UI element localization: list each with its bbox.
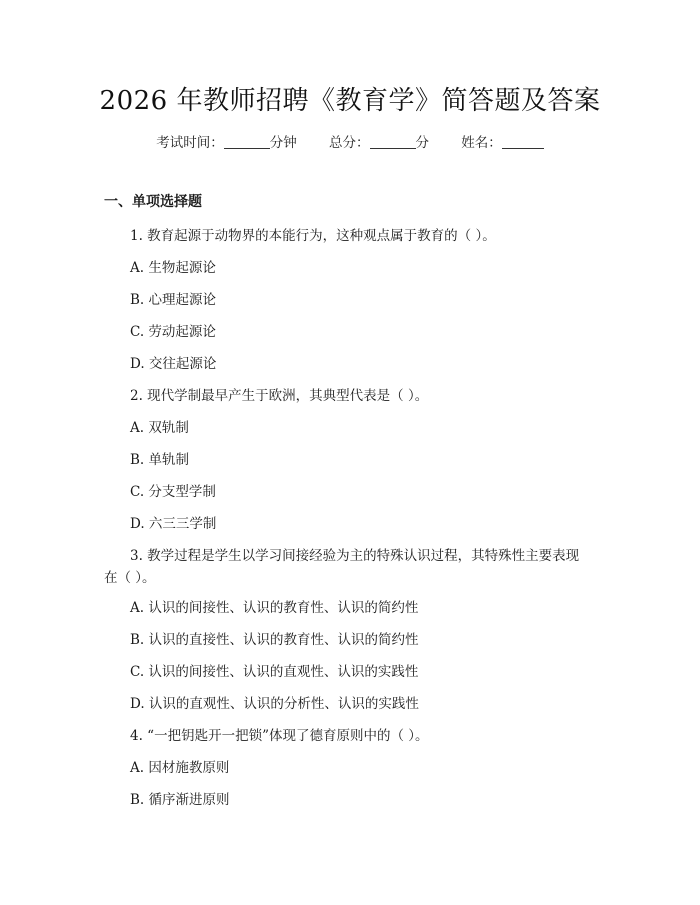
q3-option-b: B. 认识的直接性、认识的教育性、认识的简约性 (130, 632, 419, 648)
exam-meta (0, 131, 700, 151)
total-score-label: 总分： (329, 135, 370, 151)
question-2: 2. 现代学制最早产生于欧洲，其典型代表是（ ）。 (130, 388, 429, 404)
total-score-unit: 分 (415, 135, 429, 151)
question-4: 4. “一把钥匙开一把锁”体现了德育原则中的（ ）。 (130, 728, 429, 744)
total-score (329, 131, 429, 151)
student-name-blank (502, 134, 544, 149)
q3-option-d: D. 认识的直观性、认识的分析性、认识的实践性 (130, 696, 419, 712)
q3-option-a: A. 认识的间接性、认识的教育性、认识的简约性 (130, 600, 419, 616)
student-name-label: 姓名： (461, 135, 502, 151)
total-score-blank (370, 134, 416, 149)
q1-option-b: B. 心理起源论 (130, 292, 217, 308)
q1-option-c: C. 劳动起源论 (130, 324, 216, 340)
question-3-continued: 在（ ）。 (104, 570, 156, 586)
q1-option-d: D. 交往起源论 (130, 356, 217, 372)
document-title: 2026 年教师招聘《教育学》简答题及答案 (99, 86, 601, 116)
student-name (461, 131, 544, 151)
q4-option-b: B. 循序渐进原则 (130, 792, 230, 808)
q2-option-b: B. 单轨制 (130, 452, 190, 468)
q4-option-a: A. 因材施教原则 (130, 760, 230, 776)
exam-time-blank (224, 134, 270, 149)
q2-option-a: A. 双轨制 (130, 420, 189, 436)
q3-option-c: C. 认识的间接性、认识的直观性、认识的实践性 (130, 664, 419, 680)
q1-option-a: A. 生物起源论 (130, 260, 216, 276)
section-heading: 一、单项选择题 (104, 194, 202, 210)
exam-time (156, 131, 297, 151)
q2-option-c: C. 分支型学制 (130, 484, 216, 500)
exam-time-unit: 分钟 (269, 135, 297, 151)
question-1: 1. 教育起源于动物界的本能行为，这种观点属于教育的（ ）。 (130, 228, 496, 244)
exam-time-label: 考试时间： (156, 135, 224, 151)
question-3: 3. 教学过程是学生以学习间接经验为主的特殊认识过程，其特殊性主要表现 (130, 548, 580, 564)
q2-option-d: D. 六三三学制 (130, 516, 217, 532)
